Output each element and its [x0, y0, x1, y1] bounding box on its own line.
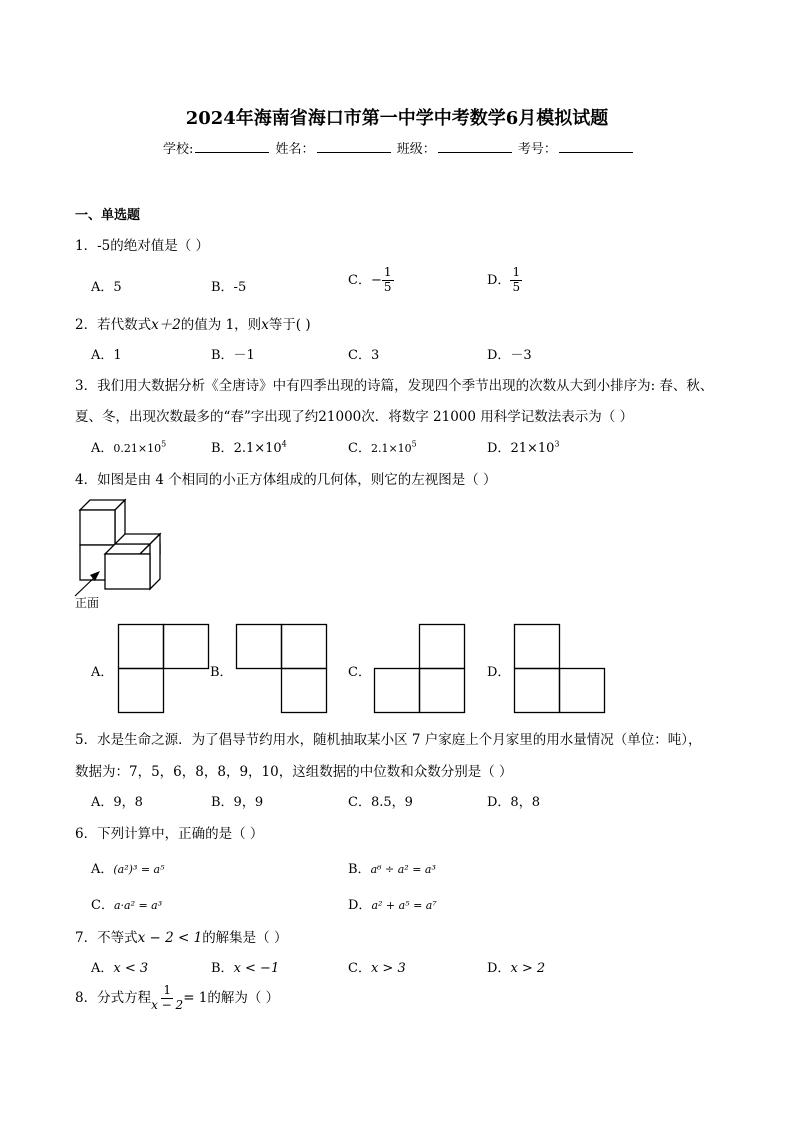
q4-option-c-label[interactable]: C．	[348, 665, 371, 680]
q7-option-a-label: A．	[91, 961, 114, 976]
school-label: 学校:	[163, 142, 194, 157]
q1-option-d-label: D．	[487, 272, 511, 288]
q8-text-b: 的解为（ ）	[207, 989, 280, 1006]
q3-option-a-label: A．	[91, 441, 114, 456]
name-label: 姓名：	[275, 142, 315, 157]
q3-option-c[interactable]	[348, 437, 417, 456]
q3-option-c-base: 2.1×10	[370, 442, 412, 455]
q1-option-d-fraction	[510, 266, 522, 295]
q3-option-a[interactable]	[91, 437, 166, 456]
q6-option-a-label: A．	[91, 862, 114, 877]
q3-option-c-exponent: 5	[411, 439, 417, 449]
q6-option-b[interactable]	[348, 858, 436, 877]
q2-text-c: 等于( )	[268, 317, 311, 333]
q7-option-a-expression: x < 3	[113, 961, 149, 976]
q3-option-d-label: D．	[487, 441, 511, 456]
q4-option-a-label[interactable]: A．	[91, 665, 114, 680]
q3-option-b-label: B．	[211, 441, 234, 456]
q7-option-b-label: B．	[211, 961, 234, 976]
q6-option-a[interactable]	[91, 858, 165, 877]
q2-option-c[interactable]: C．3	[348, 348, 380, 363]
numerator: 1	[512, 265, 521, 279]
q7-option-d-label: D．	[487, 961, 511, 976]
q2-text-b: 的值为 1，则	[180, 317, 262, 333]
q6-option-d-expression: a² + a⁵ = a⁷	[371, 899, 437, 912]
q1-option-c-sign: −	[370, 272, 382, 288]
question-4-stem: 4．如图是由 4 个相同的小正方体组成的几何体，则它的左视图是（ ）	[75, 472, 497, 488]
exam-no-label: 考号：	[517, 142, 557, 157]
q5-option-d[interactable]: D．8，8	[487, 795, 540, 810]
question-6-stem: 6．下列计算中，正确的是（ ）	[75, 826, 264, 842]
denominator: x − 2	[151, 997, 184, 1012]
q2-expression: x＋2	[151, 317, 181, 333]
q7-text-b: 的解集是（ ）	[202, 930, 288, 946]
question-3-line-2: 夏、冬，出现次数最多的“春”字出现了约21000次．将数字 21000 用科学记数法表示为（ ）	[75, 409, 634, 425]
q2-option-b[interactable]: B．－1	[211, 348, 255, 363]
q7-option-c-expression: x > 3	[370, 961, 406, 976]
denominator: 5	[383, 279, 392, 294]
cube-front-upper	[80, 510, 115, 545]
q1-option-c-fraction	[382, 266, 394, 295]
q7-option-c[interactable]	[348, 957, 406, 976]
q2-text-a: 2．若代数式	[75, 317, 152, 333]
q5-option-b[interactable]: B．9，9	[211, 795, 264, 810]
q4-option-d-label[interactable]: D．	[487, 665, 511, 680]
exam-no-blank[interactable]	[559, 140, 633, 153]
q7-option-d[interactable]	[487, 957, 545, 976]
q7-option-b[interactable]	[211, 957, 279, 976]
q6-option-a-expression: (a²)³ = a⁵	[113, 863, 165, 876]
q1-option-d[interactable]	[487, 266, 522, 295]
q7-option-b-expression: x < −1	[233, 961, 280, 976]
question-2-stem	[75, 313, 311, 333]
q2-variable: x	[261, 317, 269, 333]
q3-option-b-exponent: 4	[281, 439, 287, 449]
q8-text-a: 8．分式方程	[75, 989, 152, 1006]
page-title: 2024年海南省海口市第一中学中考数学6月模拟试题	[185, 108, 609, 129]
question-5-line-1: 5．水是生命之源．为了倡导节约用水，随机抽取某小区 7 户家庭上个月家里的用水量情况（单位：吨），	[75, 732, 702, 748]
q3-option-a-exponent: 5	[161, 439, 167, 449]
q3-option-d-exponent: 3	[554, 439, 560, 449]
q4-option-c-figure[interactable]	[374, 624, 466, 714]
q1-option-a[interactable]: A．5	[91, 280, 122, 295]
q6-option-c-label: C．	[91, 898, 114, 913]
q6-option-b-label: B．	[348, 862, 371, 877]
q6-option-d-label: D．	[348, 898, 372, 913]
q6-option-c[interactable]	[91, 894, 162, 913]
class-label: 班级：	[396, 142, 436, 157]
q1-option-b[interactable]: B．-5	[211, 280, 247, 295]
q5-option-c[interactable]: C．8.5，9	[348, 795, 413, 810]
q8-equals: = 1	[183, 989, 208, 1006]
q3-option-d-base: 21×10	[510, 441, 555, 456]
q3-option-d[interactable]	[487, 437, 560, 456]
q8-fraction	[151, 984, 183, 1013]
q7-option-c-label: C．	[348, 961, 371, 976]
cube-front-face	[105, 554, 150, 589]
q4-option-b-figure[interactable]	[236, 624, 328, 714]
cube-side-face	[150, 534, 160, 589]
cube-solid-figure	[70, 496, 170, 596]
section-heading: 一、单选题	[75, 208, 141, 223]
denominator: 5	[512, 279, 521, 294]
question-5-line-2: 数据为：7，5，6，8，8，9，10，这组数据的中位数和众数分别是（ ）	[75, 764, 513, 780]
class-blank[interactable]	[438, 140, 512, 153]
numerator: 1	[163, 983, 171, 997]
q3-option-b-base: 2.1×10	[233, 441, 282, 456]
question-1-stem: 1．-5的绝对值是（ ）	[75, 238, 210, 254]
q3-option-a-base: 0.21×10	[113, 442, 162, 455]
question-7-stem	[75, 926, 287, 946]
question-3-line-1: 3．我们用大数据分析《全唐诗》中有四季出现的诗篇，发现四个季节出现的次数从大到小排序为: 春、秋、	[75, 378, 714, 394]
q2-option-a[interactable]: A．1	[91, 348, 122, 363]
q6-option-b-expression: a⁶ ÷ a² = a³	[370, 863, 436, 876]
question-8-stem	[75, 984, 279, 1013]
name-blank[interactable]	[317, 140, 391, 153]
q7-option-a[interactable]	[91, 957, 148, 976]
q6-option-c-expression: a·a² = a³	[113, 899, 163, 912]
q1-option-c-label: C．	[348, 272, 371, 288]
q7-text-a: 7．不等式	[75, 930, 138, 946]
q2-option-d[interactable]: D．－3	[487, 348, 532, 363]
q3-option-c-label: C．	[348, 441, 371, 456]
school-blank[interactable]	[195, 140, 269, 153]
numerator: 1	[383, 265, 392, 279]
q3-option-b[interactable]	[211, 437, 287, 456]
student-info-line	[163, 138, 635, 157]
q4-option-a-figure[interactable]	[118, 624, 210, 714]
q7-inequality: x − 2 < 1	[137, 930, 203, 946]
q6-option-d[interactable]	[348, 894, 437, 913]
front-label: 正面	[75, 596, 100, 610]
q5-option-a[interactable]: A．9，8	[91, 795, 143, 810]
q7-option-d-expression: x > 2	[510, 961, 546, 976]
q4-option-d-figure[interactable]	[514, 624, 606, 714]
q1-option-c[interactable]	[348, 266, 394, 295]
q4-option-b-label[interactable]: B．	[210, 665, 233, 680]
